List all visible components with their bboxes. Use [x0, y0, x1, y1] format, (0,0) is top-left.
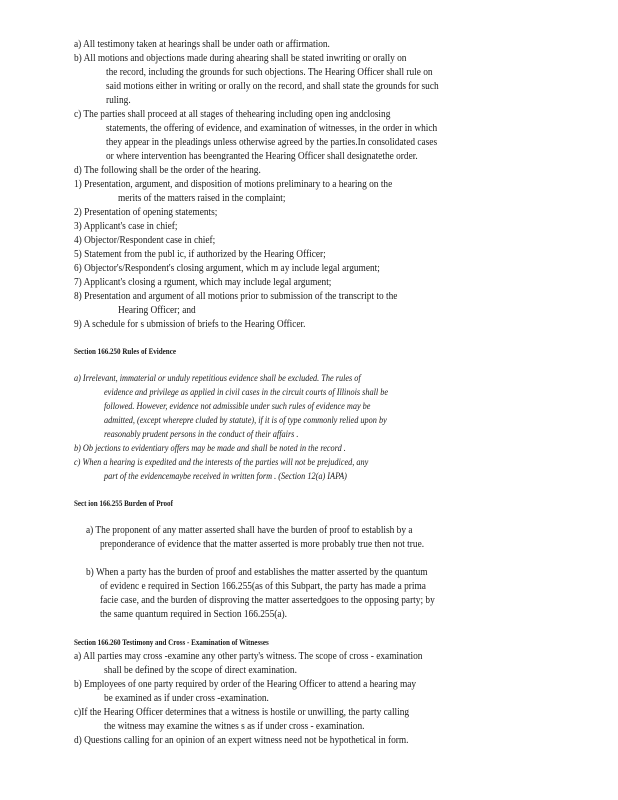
- order-item-1-cont: merits of the matters raised in the complaint;: [118, 193, 286, 204]
- section-heading-166-250: Section 166.250 Rules of Evidence: [74, 346, 176, 356]
- burden-b-cont: of evidenc e required in Section 166.255(as of this Subpart, the party has made a prima: [100, 581, 426, 592]
- burden-a: a) The proponent of any matter asserted shall have the burden of proof to establish by a: [86, 525, 413, 536]
- evidence-a-cont: evidence and privilege as applied in civil cases in the circuit courts of Illinois shall be: [104, 387, 389, 398]
- testimony-a-cont: shall be defined by the scope of direct examination.: [104, 665, 297, 676]
- item-a-testimony: a) All testimony taken at hearings shall be under oath or affirmation.: [74, 39, 330, 50]
- evidence-a-cont: admitted, (except wherepre cluded by statute), if it is of type commonly relied upon by: [104, 415, 387, 426]
- evidence-c: c) When a hearing is expedited and the interests of the parties will not be prejudiced, any: [74, 457, 369, 468]
- evidence-a: a) Irrelevant, immaterial or unduly repetitious evidence shall be excluded. The rules of: [74, 373, 361, 384]
- burden-b-cont: the same quantum required in Section 166.255(a).: [100, 609, 287, 620]
- order-item-8: 8) Presentation and argument of all motions prior to submission of the transcript to the: [74, 291, 398, 302]
- order-item-5: 5) Statement from the publ ic, if authorized by the Hearing Officer;: [74, 249, 326, 260]
- testimony-c-cont: the witness may examine the witnes s as if under cross - examination.: [104, 721, 365, 732]
- burden-b-cont: facie case, and the burden of disproving the matter assertedgoes to the opposing party; by: [100, 595, 435, 606]
- testimony-b: b) Employees of one party required by order of the Hearing Officer to attend a hearing may: [74, 679, 417, 690]
- testimony-a: a) All parties may cross -examine any other party's witness. The scope of cross - examination: [74, 651, 423, 662]
- section-heading-166-255: Sect ion 166.255 Burden of Proof: [74, 498, 173, 508]
- item-c-parties-cont: or where intervention has beengranted the Hearing Officer shall designatethe order.: [106, 151, 418, 162]
- item-c-parties: c) The parties shall proceed at all stages of thehearing including open ing andclosing: [74, 109, 391, 120]
- testimony-b-cont: be examined as if under cross -examination.: [104, 693, 269, 704]
- order-item-8-cont: Hearing Officer; and: [118, 305, 196, 316]
- evidence-a-cont: reasonably prudent persons in the conduct of their affairs .: [104, 429, 299, 440]
- item-c-parties-cont: they appear in the pleadings unless otherwise agreed by the parties.In consolidated cases: [106, 137, 438, 148]
- evidence-a-cont: followed. However, evidence not admissible under such rules of evidence may be: [104, 401, 371, 412]
- order-item-4: 4) Objector/Respondent case in chief;: [74, 235, 216, 246]
- item-b-motions: b) All motions and objections made during ahearing shall be stated inwriting or orally on: [74, 53, 407, 64]
- item-b-motions-cont: said motions either in writing or orally on the record, and shall state the grounds for such: [106, 81, 439, 92]
- item-b-motions-cont: the record, including the grounds for such objections. The Hearing Officer shall rule on: [106, 67, 433, 78]
- burden-b: b) When a party has the burden of proof and establishes the matter asserted by the quantum: [86, 567, 428, 578]
- order-item-2: 2) Presentation of opening statements;: [74, 207, 218, 218]
- section-heading-166-260: Section 166.260 Testimony and Cross - Examination of Witnesses: [74, 637, 269, 647]
- order-item-3: 3) Applicant's case in chief;: [74, 221, 178, 232]
- item-d-order: d) The following shall be the order of the hearing.: [74, 165, 261, 176]
- item-c-parties-cont: statements, the offering of evidence, and examination of witnesses, in the order in which: [106, 123, 438, 134]
- testimony-c: c)If the Hearing Officer determines that a witness is hostile or unwilling, the party calling: [74, 707, 410, 718]
- order-item-6: 6) Objector's/Respondent's closing argument, which m ay include legal argument;: [74, 263, 380, 274]
- item-b-motions-cont: ruling.: [106, 95, 131, 106]
- evidence-c-cont: part of the evidencemaybe received in written form . (Section 12(a) IAPA): [104, 471, 347, 482]
- evidence-b: b) Ob jections to evidentiary offers may be made and shall be noted in the record .: [74, 443, 346, 454]
- burden-a-cont: preponderance of evidence that the matter asserted is more probably true then not true.: [100, 539, 425, 550]
- order-item-7: 7) Applicant's closing a rgument, which may include legal argument;: [74, 277, 332, 288]
- order-item-1: 1) Presentation, argument, and disposition of motions preliminary to a hearing on the: [74, 179, 393, 190]
- order-item-9: 9) A schedule for s ubmission of briefs to the Hearing Officer.: [74, 319, 306, 330]
- testimony-d: d) Questions calling for an opinion of an expert witness need not be hypothetical in form.: [74, 735, 409, 746]
